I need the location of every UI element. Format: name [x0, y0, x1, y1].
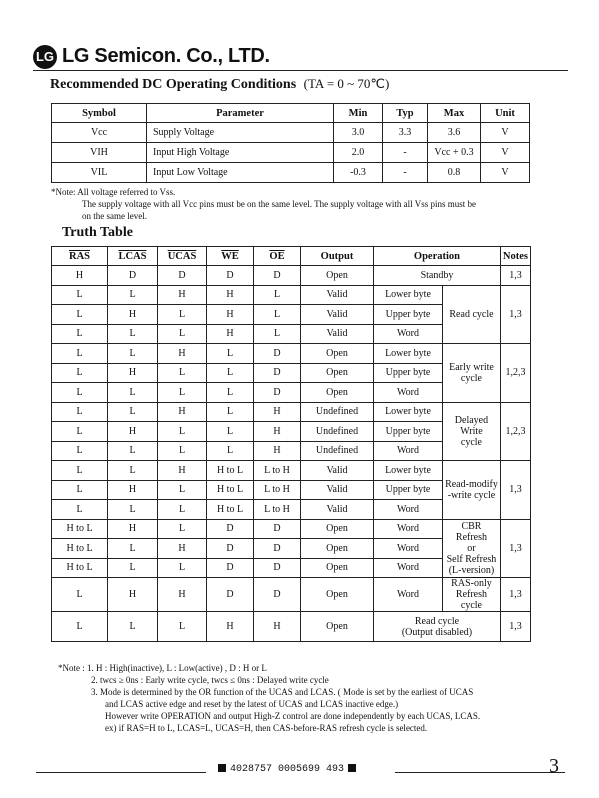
- table-cell: L: [108, 344, 158, 364]
- table-cell: L: [108, 500, 158, 520]
- table-cell: Word: [374, 500, 443, 520]
- table-cell: H to L: [52, 558, 108, 578]
- barcode-block-icon: [218, 764, 226, 772]
- op-read-cycle: Read cycle: [443, 285, 501, 344]
- table-cell: D: [207, 519, 254, 539]
- table-cell: H: [52, 266, 108, 286]
- table-cell: D: [254, 519, 301, 539]
- table-cell: L: [108, 558, 158, 578]
- col-output: Output: [301, 247, 374, 266]
- table-cell: 1,3: [500, 612, 530, 642]
- table-cell: CBR Refresh: [455, 520, 488, 543]
- op-standby: Standby: [374, 266, 501, 286]
- barcode-text: [218, 764, 356, 775]
- table-cell: Upper byte: [374, 363, 443, 383]
- table-cell: Word: [374, 578, 443, 612]
- table-cell: L: [52, 324, 108, 344]
- table-cell: L: [254, 324, 301, 344]
- table-cell: L: [207, 383, 254, 403]
- table-cell: Delayed Write: [454, 414, 489, 437]
- table-cell: L: [52, 383, 108, 403]
- table-cell: -write cycle: [447, 489, 496, 501]
- dc-row: [52, 163, 530, 183]
- cell: V: [481, 163, 530, 183]
- table-cell: L: [158, 363, 207, 383]
- table-cell: D: [254, 558, 301, 578]
- op-ras-only: [443, 578, 501, 612]
- table-cell: L: [158, 441, 207, 461]
- dc-note-3: on the same level.: [82, 211, 147, 221]
- table-cell: L: [52, 363, 108, 383]
- table-cell: L: [158, 480, 207, 500]
- truth-row: [52, 402, 531, 422]
- col-unit: Unit: [481, 104, 530, 123]
- table-cell: L: [108, 539, 158, 559]
- table-cell: H: [108, 363, 158, 383]
- table-cell: L: [52, 344, 108, 364]
- table-cell: Upper byte: [374, 305, 443, 325]
- col-max: Max: [428, 104, 481, 123]
- table-cell: L: [207, 344, 254, 364]
- cell: VIH: [52, 143, 147, 163]
- table-cell: L: [254, 305, 301, 325]
- table-cell: (L-version): [448, 564, 495, 576]
- table-cell: Read-modify: [445, 478, 498, 490]
- truth-table: [51, 246, 531, 642]
- table-cell: L: [158, 500, 207, 520]
- table-cell: H: [108, 305, 158, 325]
- col-symbol: Symbol: [52, 104, 147, 123]
- table-cell: L: [207, 363, 254, 383]
- table-cell: Valid: [301, 324, 374, 344]
- table-cell: Open: [301, 344, 374, 364]
- table-cell: Open: [301, 558, 374, 578]
- table-cell: H: [158, 539, 207, 559]
- col-parameter: Parameter: [147, 104, 334, 123]
- op-read-output-disabled: [374, 612, 501, 642]
- table-cell: Lower byte: [374, 285, 443, 305]
- op-read-modify-write: [443, 461, 501, 520]
- table-cell: L: [52, 285, 108, 305]
- col-ras: $\overline{RAS}$: [68, 250, 90, 262]
- col-notes: Notes: [500, 247, 530, 266]
- table-cell: L: [108, 383, 158, 403]
- truth-header-row: [52, 247, 531, 266]
- table-cell: Word: [374, 558, 443, 578]
- table-cell: D: [254, 344, 301, 364]
- col-ucas: UCAS: [167, 250, 197, 262]
- table-cell: (Output disabled): [401, 626, 473, 638]
- table-cell: L: [158, 558, 207, 578]
- table-cell: Valid: [301, 500, 374, 520]
- table-cell: D: [108, 266, 158, 286]
- table-cell: 1,3: [500, 578, 530, 612]
- table-cell: (TA = 0 ~ 70℃): [303, 76, 390, 91]
- table-cell: Lower byte: [374, 461, 443, 481]
- table-cell: Self Refresh: [446, 553, 497, 565]
- table-cell: 1,3: [500, 519, 530, 578]
- table-cell: L: [108, 324, 158, 344]
- cell: 0.8: [428, 163, 481, 183]
- footnote-5: However write OPERATION and output High-Z control are done independently by each UCAS, LCAS.: [105, 711, 481, 721]
- truth-row: [52, 285, 531, 305]
- table-cell: D: [158, 266, 207, 286]
- cell: 3.6: [428, 123, 481, 143]
- dc-table: [51, 103, 530, 183]
- table-cell: 1,3: [500, 266, 530, 286]
- table-cell: Word: [374, 383, 443, 403]
- cell: -0.3: [334, 163, 383, 183]
- table-cell: L: [52, 422, 108, 442]
- table-cell: Read cycle: [414, 615, 460, 627]
- table-cell: L: [207, 422, 254, 442]
- header-rule: [33, 70, 568, 71]
- footer-rule-left: [36, 772, 206, 773]
- table-cell: Valid: [301, 461, 374, 481]
- table-cell: L: [108, 612, 158, 642]
- table-cell: Undefined: [301, 402, 374, 422]
- table-cell: L: [52, 305, 108, 325]
- table-cell: 4028757 0005699 493: [230, 764, 345, 775]
- table-cell: 1,3: [500, 285, 530, 344]
- col-we: $\overline{WE}$: [221, 250, 239, 262]
- table-cell: Word: [374, 324, 443, 344]
- table-cell: Lower byte: [374, 344, 443, 364]
- truth-row: [52, 519, 531, 539]
- table-cell: L: [158, 383, 207, 403]
- table-cell: H: [158, 578, 207, 612]
- dc-title: [50, 76, 389, 93]
- col-typ: Typ: [383, 104, 428, 123]
- table-cell: L: [52, 500, 108, 520]
- table-cell: Undefined: [301, 422, 374, 442]
- table-cell: L: [52, 612, 108, 642]
- cell: 3.3: [383, 123, 428, 143]
- table-cell: H: [254, 441, 301, 461]
- table-cell: Valid: [301, 305, 374, 325]
- truth-row: [52, 461, 531, 481]
- table-cell: Open: [301, 578, 374, 612]
- table-cell: D: [254, 578, 301, 612]
- barcode-block-icon: [348, 764, 356, 772]
- cell: Vcc + 0.3: [428, 143, 481, 163]
- table-cell: L: [158, 612, 207, 642]
- table-cell: H: [158, 285, 207, 305]
- truth-row: [52, 578, 531, 612]
- cell: -: [383, 143, 428, 163]
- footnote-2: 2. twcs ≥ 0ns : Early write cycle, twcs ≤ 0ns : Delayed write cycle: [91, 675, 329, 685]
- table-cell: 1,2,3: [500, 402, 530, 461]
- table-cell: Valid: [301, 480, 374, 500]
- table-cell: L: [158, 324, 207, 344]
- table-cell: Open: [301, 266, 374, 286]
- table-cell: L: [158, 422, 207, 442]
- table-cell: 1,3: [500, 461, 530, 520]
- table-cell: D: [207, 539, 254, 559]
- table-cell: L: [158, 519, 207, 539]
- table-cell: L to H: [254, 500, 301, 520]
- table-cell: L: [108, 402, 158, 422]
- cell: -: [383, 163, 428, 183]
- footnote-1: *Note : 1. H : High(inactive), L : Low(active) , D : H or L: [58, 663, 267, 673]
- table-cell: H to L: [207, 461, 254, 481]
- table-cell: Open: [301, 363, 374, 383]
- table-cell: L: [207, 441, 254, 461]
- page-number: 3: [549, 755, 559, 777]
- dc-note-1: *Note: All voltage referred to Vss.: [51, 187, 176, 197]
- table-cell: L: [52, 441, 108, 461]
- table-cell: D: [254, 363, 301, 383]
- table-cell: H: [254, 422, 301, 442]
- table-cell: Open: [301, 539, 374, 559]
- table-cell: H: [207, 612, 254, 642]
- table-cell: D: [207, 558, 254, 578]
- cell: 2.0: [334, 143, 383, 163]
- table-cell: D: [254, 266, 301, 286]
- table-cell: cycle: [460, 436, 482, 448]
- op-early-write: Early write cycle: [443, 344, 501, 403]
- table-cell: H: [254, 402, 301, 422]
- table-cell: Lower byte: [374, 402, 443, 422]
- table-cell: Recommended DC Operating Conditions: [50, 77, 297, 92]
- col-lcas: LCAS: [118, 250, 147, 262]
- table-cell: H: [207, 285, 254, 305]
- table-cell: H: [254, 612, 301, 642]
- table-cell: RAS-only: [451, 578, 492, 589]
- table-cell: D: [254, 383, 301, 403]
- table-cell: Open: [301, 383, 374, 403]
- truth-row: [52, 344, 531, 364]
- table-cell: H to L: [52, 539, 108, 559]
- cell: Vcc: [52, 123, 147, 143]
- dc-header-row: [52, 104, 530, 123]
- company-logo: LG: [33, 45, 57, 69]
- table-cell: H: [108, 422, 158, 442]
- table-cell: L: [52, 480, 108, 500]
- table-cell: L: [108, 285, 158, 305]
- cell: V: [481, 143, 530, 163]
- table-cell: H: [108, 519, 158, 539]
- table-cell: or: [467, 542, 476, 554]
- table-cell: Upper byte: [374, 480, 443, 500]
- table-cell: Open: [301, 519, 374, 539]
- table-cell: 1,2,3: [500, 344, 530, 403]
- table-cell: Valid: [301, 285, 374, 305]
- table-cell: H to L: [52, 519, 108, 539]
- table-cell: L: [52, 402, 108, 422]
- truth-title: Truth Table: [62, 225, 133, 240]
- table-cell: L: [108, 461, 158, 481]
- truth-row: [52, 266, 531, 286]
- col-operation: Operation: [374, 247, 501, 266]
- col-oe: $\overline{OE}$: [269, 250, 285, 262]
- table-cell: H: [158, 344, 207, 364]
- table-cell: L: [52, 578, 108, 612]
- table-cell: D: [254, 539, 301, 559]
- dc-row: [52, 143, 530, 163]
- table-cell: H: [108, 578, 158, 612]
- table-cell: H to L: [207, 500, 254, 520]
- cell: V: [481, 123, 530, 143]
- op-cbr-refresh: [443, 519, 501, 578]
- table-cell: H: [108, 480, 158, 500]
- op-delayed-write: [443, 402, 501, 461]
- table-cell: D: [207, 578, 254, 612]
- footnote-3: 3. Mode is determined by the OR function of the UCAS and LCAS. ( Mode is set by the earliest of UCAS: [91, 687, 474, 697]
- dc-row: [52, 123, 530, 143]
- table-cell: Refresh cycle: [455, 589, 488, 611]
- table-cell: L: [108, 441, 158, 461]
- cell: Input Low Voltage: [147, 163, 334, 183]
- table-cell: L: [207, 402, 254, 422]
- table-cell: H: [158, 461, 207, 481]
- table-cell: L: [254, 285, 301, 305]
- table-cell: D: [207, 266, 254, 286]
- table-cell: Word: [374, 441, 443, 461]
- footnote-6: ex) if RAS=H to L, LCAS=L, UCAS=H, then CAS-before-RAS refresh cycle is selected.: [105, 723, 428, 733]
- table-cell: H to L: [207, 480, 254, 500]
- cell: VIL: [52, 163, 147, 183]
- col-min: Min: [334, 104, 383, 123]
- cell: Supply Voltage: [147, 123, 334, 143]
- table-cell: Undefined: [301, 441, 374, 461]
- table-cell: Word: [374, 539, 443, 559]
- table-cell: L to H: [254, 480, 301, 500]
- table-cell: H: [207, 324, 254, 344]
- cell: Input High Voltage: [147, 143, 334, 163]
- table-cell: Open: [301, 612, 374, 642]
- table-cell: Word: [374, 519, 443, 539]
- table-cell: L: [158, 305, 207, 325]
- footer-rule-right: [395, 772, 565, 773]
- dc-note-2: The supply voltage with all Vcc pins must be on the same level. The supply voltage with all Vss pins must be: [82, 199, 476, 209]
- table-cell: L: [52, 461, 108, 481]
- company-name: LG Semicon. Co., LTD.: [62, 45, 270, 67]
- table-cell: H: [207, 305, 254, 325]
- footnote-4: and LCAS active edge and reset by the latest of UCAS and LCAS inactive edge.): [105, 699, 399, 709]
- cell: 3.0: [334, 123, 383, 143]
- truth-row: [52, 612, 531, 642]
- table-cell: H: [158, 402, 207, 422]
- table-cell: Upper byte: [374, 422, 443, 442]
- table-cell: L to H: [254, 461, 301, 481]
